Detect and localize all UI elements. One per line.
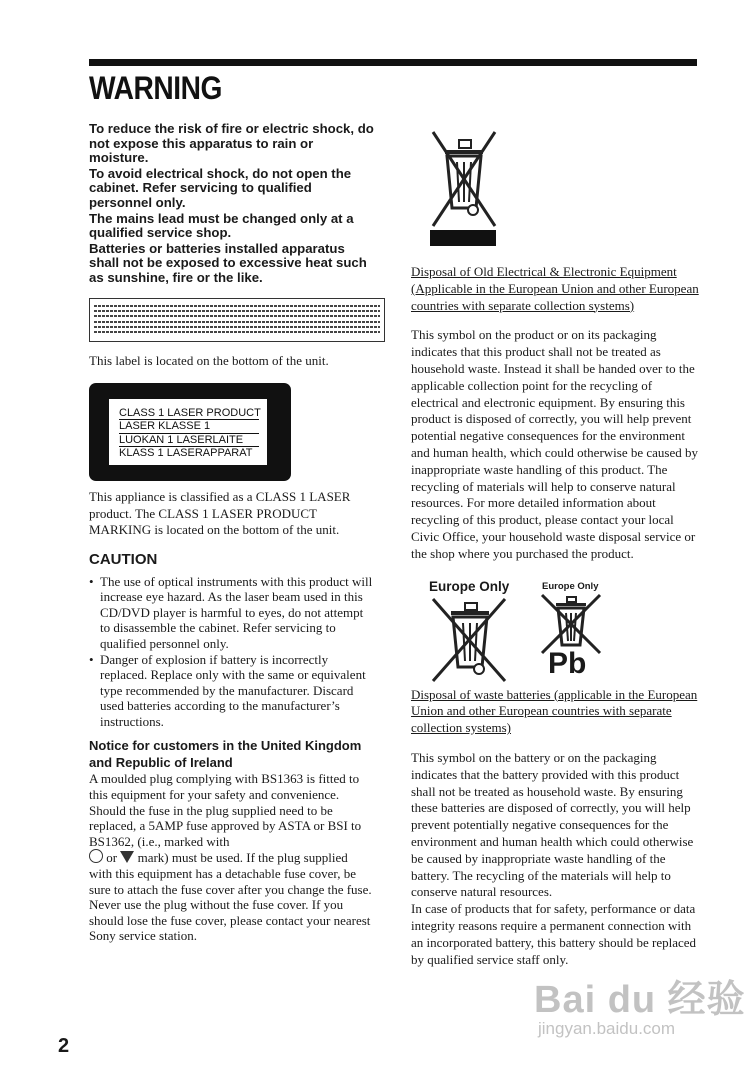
battery-bin-pb-icon	[538, 593, 604, 655]
bsi-kitemark-icon	[120, 851, 134, 863]
uk-notice-text-b: mark) must be used. If the plug supplied with this equipment has a detachable fuse cover, be sure to attach the fuse cover after you change the fuse. Never use the plug without the fuse cover. If you should lose the fuse cover, please contact your nearest Sony service station.	[89, 850, 372, 944]
warning-fire: To reduce the risk of fire or electric shock, do not expose this apparatus to rain or moisture.	[89, 121, 374, 166]
top-rule	[89, 59, 697, 66]
laser-label-line: LASER KLASSE 1	[119, 420, 259, 433]
laser-class-label	[89, 383, 291, 481]
uk-notice-text	[89, 771, 374, 944]
battery-heading: Disposal of waste batteries (applicable in the European Union and other European countries with separate collection systems)	[411, 686, 698, 736]
multilingual-caution-label-image	[89, 298, 385, 342]
baidu-watermark	[534, 968, 746, 1039]
laser-class-text: This appliance is classified as a CLASS 1 LASER product. The CLASS 1 LASER PRODUCT MARKING is located on the bottom of the unit.	[89, 489, 351, 538]
watermark-line2: jingyan.baidu.com	[538, 1019, 676, 1038]
asta-mark-icon	[89, 849, 103, 863]
battery-text-2: In case of products that for safety, performance or data integrity reasons require a permanent connection with an incorporated battery, this battery should be replaced by qualified service staff only.	[411, 901, 697, 967]
crossed-bin-icon	[423, 126, 513, 246]
europe-only-small-label: Europe Only	[542, 580, 599, 592]
uk-notice-or: or	[106, 850, 118, 866]
warning-shock: To avoid electrical shock, do not open the cabinet. Refer servicing to qualified personnel only.	[89, 165, 352, 210]
page-number: 2	[58, 1035, 70, 1057]
left-column	[89, 122, 374, 944]
laser-label-line: CLASS 1 LASER PRODUCT	[119, 407, 261, 420]
caution-item: • Danger of explosion if battery is incorrectly replaced. Replace only with the same or equivalent type recommended by the manufacturer. Discard used batteries according to the manufacturer’s instructions.	[89, 652, 374, 730]
label-location-note: This label is located on the bottom of the unit.	[89, 352, 329, 368]
caution-item: • The use of optical instruments with this product will increase eye hazard. As the laser beam used in this CD/DVD player is harmful to eyes, do not attempt to disassemble the cabinet. Refer servicing to qualified personnel only.	[89, 574, 374, 652]
battery-symbols	[411, 573, 701, 685]
warning-batteries: Batteries or batteries installed apparatus shall not be exposed to excessive heat such as sunshine, fire or the like.	[89, 240, 367, 285]
caution-list	[89, 574, 374, 730]
bin-underbar	[430, 230, 496, 246]
laser-label-line: LUOKAN 1 LASERLAITE	[119, 434, 259, 447]
weee-heading: Disposal of Old Electrical & Electronic Equipment (Applicable in the European Union and other European countries with separate collection systems)	[411, 264, 699, 313]
watermark-line1: Bai du 经验	[534, 979, 746, 1021]
europe-only-label: Europe Only	[429, 578, 510, 594]
battery-bin-icon	[429, 597, 509, 683]
uk-notice-text-a: A moulded plug complying with BS1363 is fitted to this equipment for your safety and convenience. Should the fuse in the plug supplied need to be replaced, a 5AMP fuse approved by ASTA or BSI to BS1362, (i.e., marked with	[89, 771, 362, 849]
right-column	[411, 126, 701, 968]
weee-text: This symbol on the product or on its packaging indicates that this product shall not be treated as household waste. Instead it shall be handed over to the applicable collection point for the recycling of electrical and electronic equipment. By ensuring this product is disposed of correctly, you will help prevent potential negative consequences for the environment and human health, which could otherwise be caused by inappropriate waste handling of this product. The recycling of materials will help to conserve natural resources. For more detailed information about recycling of this product, please contact your local Civic Office, your household waste disposal service or the shop where you purchased the product.	[411, 327, 698, 561]
uk-notice-heading: Notice for customers in the United Kingdom and Republic of Ireland	[89, 738, 362, 771]
laser-label-line: KLASS 1 LASERAPPARAT	[119, 446, 253, 459]
warning-mains: The mains lead must be changed only at a qualified service shop.	[89, 210, 354, 241]
caution-heading: CAUTION	[89, 550, 158, 568]
battery-text: This symbol on the battery or on the packaging indicates that the battery provided with this product shall not be treated as household waste. By ensuring these batteries are disposed of correctly, you will help prevent potentially negative consequences for the environment and human health which could otherwise be caused by inappropriate waste handling of the battery. The recycling of the materials will help to conserve natural resources.	[411, 749, 694, 900]
pb-label: Pb	[548, 646, 587, 680]
page-title: WARNING	[89, 70, 223, 106]
